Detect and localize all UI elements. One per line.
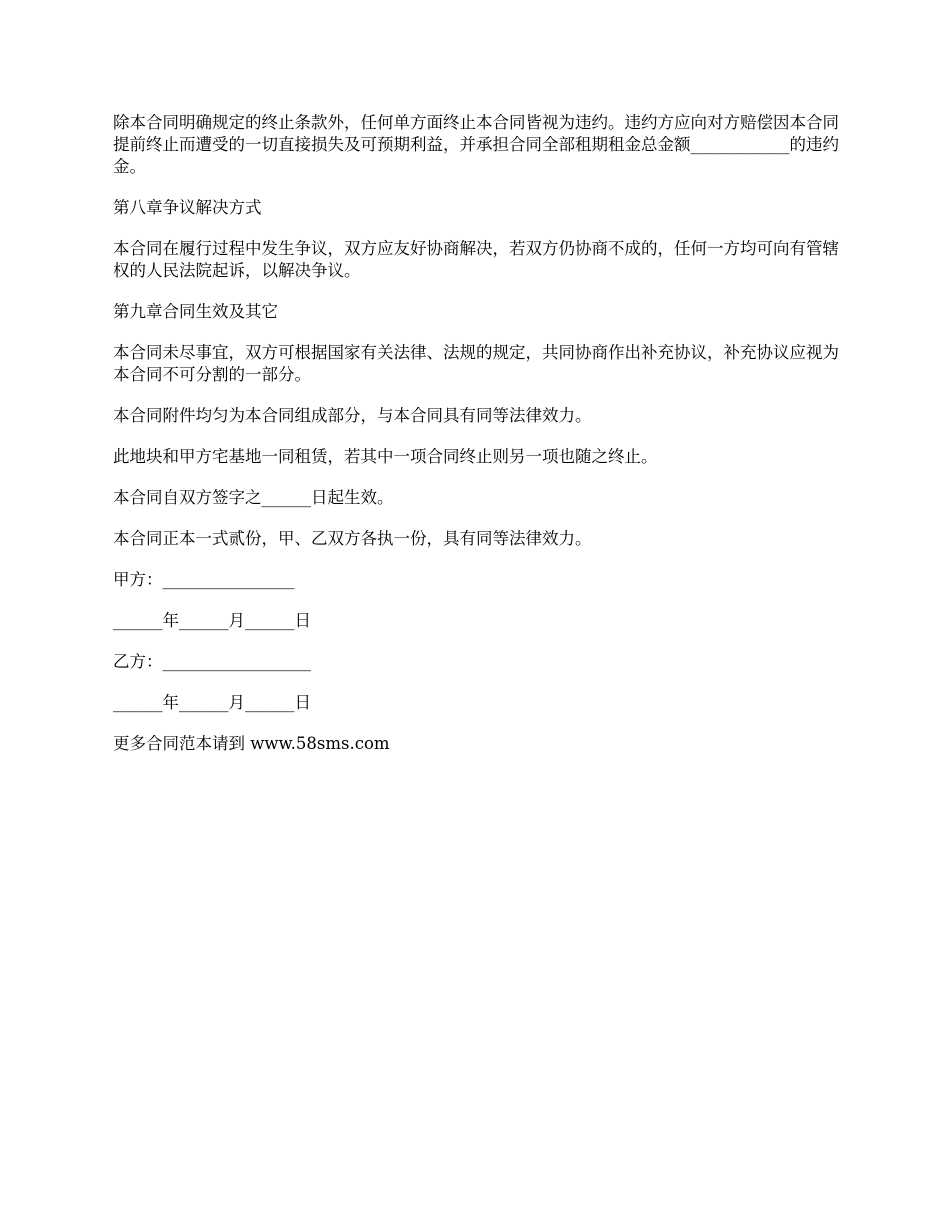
copies-paragraph: 本合同正本一式贰份，甲、乙双方各执一份，具有同等法律效力。 [113,529,592,548]
party-a-date-line: ______年______月______日 [113,611,311,630]
chapter-9-heading: 第九章合同生效及其它 [113,302,278,321]
party-a-signature-line: 甲方：________________ [113,570,295,589]
supplementary-agreement-paragraph: 本合同未尽事宜，双方可根据国家有关法律、法规的规定，共同协商作出补充协议，补充协议应视为本合同不可分割的一部分。 [113,343,839,384]
chapter-8-heading: 第八章争议解决方式 [113,198,262,217]
effective-date-paragraph: 本合同自双方签字之______日起生效。 [113,488,394,507]
party-b-signature-line: 乙方：__________________ [113,652,311,671]
breach-clause-paragraph: 除本合同明确规定的终止条款外，任何单方面终止本合同皆视为违约。违约方应向对方赔偿因本合同提前终止而遭受的一切直接损失及可预期利益，并承担合同全部租期租金总金额____________的违约金。 [113,113,839,176]
dispute-resolution-paragraph: 本合同在履行过程中发生争议，双方应友好协商解决，若双方仍协商不成的，任何一方均可向有管辖权的人民法院起诉，以解决争议。 [113,239,839,280]
attachments-paragraph: 本合同附件均匀为本合同组成部分，与本合同具有同等法律效力。 [113,406,592,425]
party-b-date-line: ______年______月______日 [113,693,311,712]
document-page [113,112,839,755]
footer-website-note: 更多合同范本请到 www.58sms.com [113,734,390,753]
joint-lease-paragraph: 此地块和甲方宅基地一同租赁，若其中一项合同终止则另一项也随之终止。 [113,447,658,466]
